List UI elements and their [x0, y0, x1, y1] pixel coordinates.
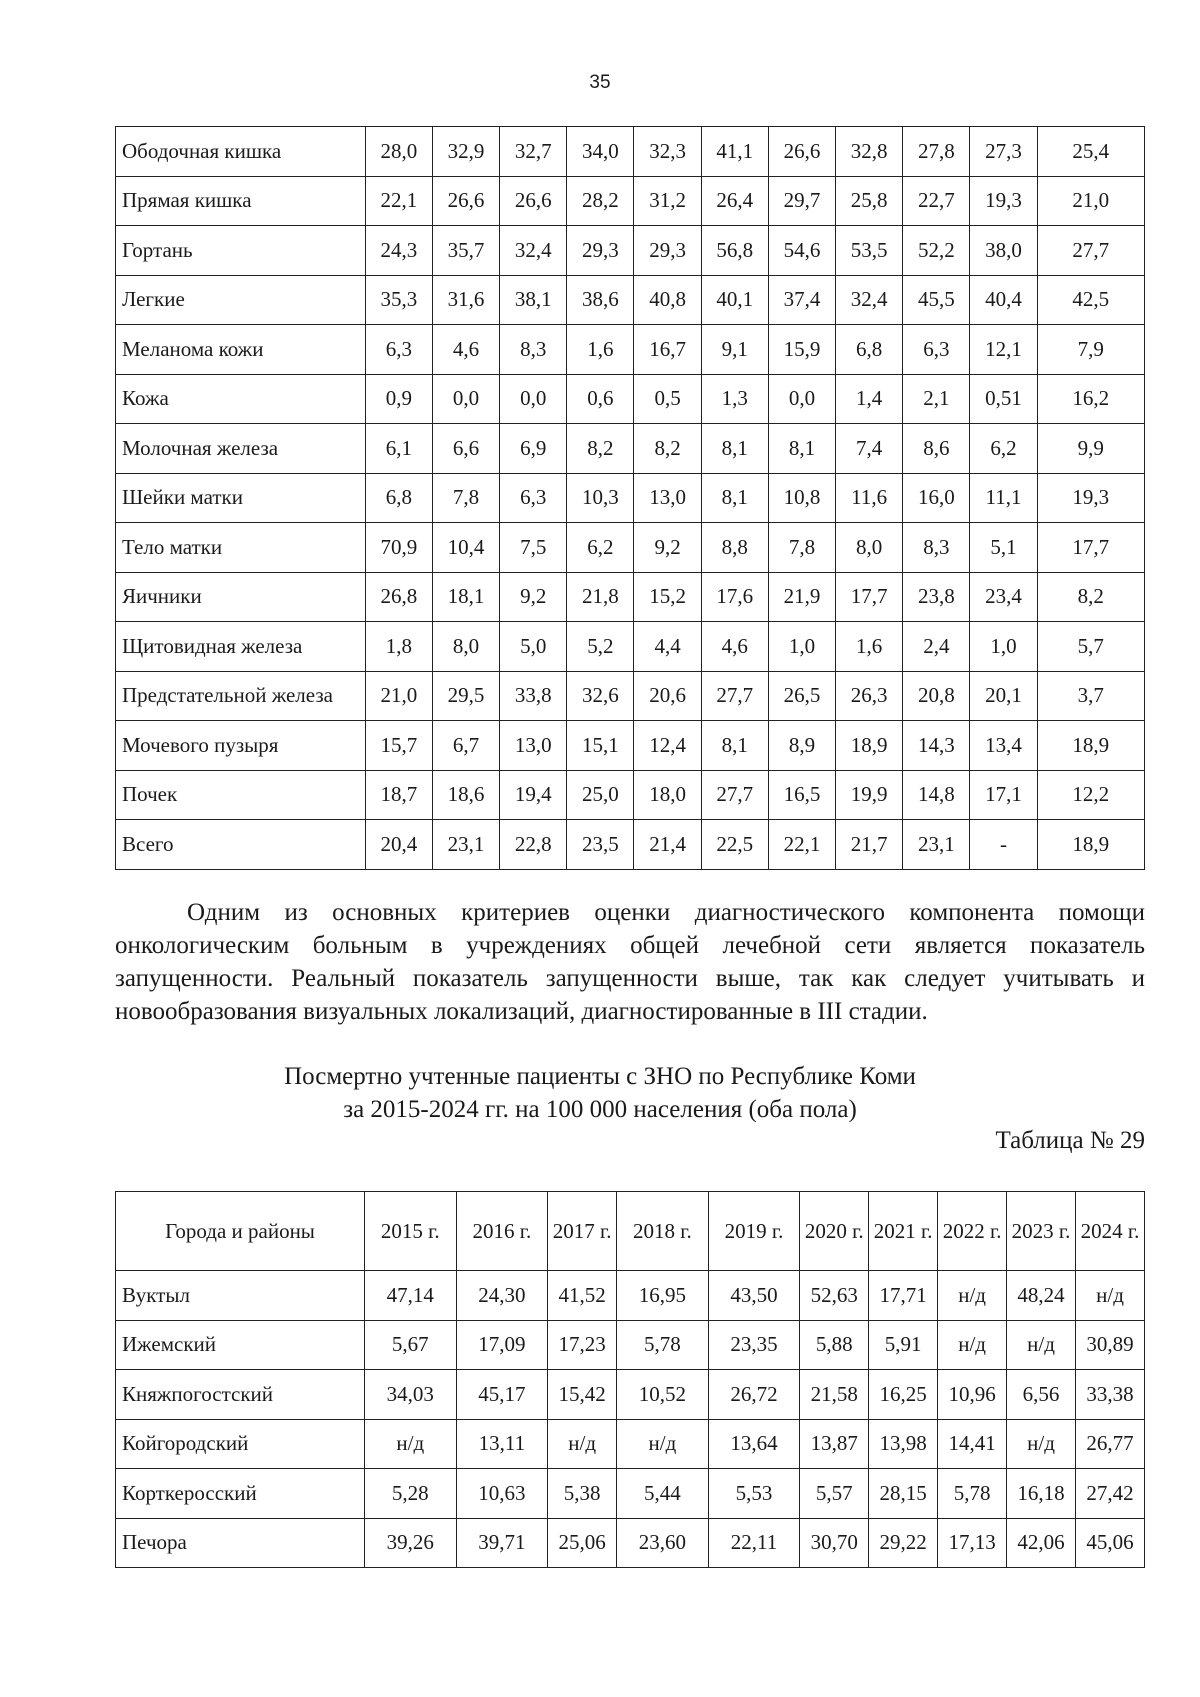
table-cell: 8,1	[701, 473, 768, 523]
column-header: 2023 г.	[1007, 1192, 1076, 1271]
row-label: Печора	[116, 1518, 365, 1568]
table-cell: 28,15	[869, 1469, 938, 1519]
table-cell: 16,2	[1037, 374, 1144, 424]
table-cell: 35,3	[365, 275, 432, 325]
column-header: 2015 г.	[365, 1192, 457, 1271]
table-cell: 38,0	[970, 226, 1037, 276]
table-cell: 23,4	[970, 572, 1037, 622]
table-cell: 16,0	[903, 473, 970, 523]
table-cell: 8,3	[903, 523, 970, 573]
table-cell: 14,3	[903, 721, 970, 771]
table-cell: 7,8	[432, 473, 499, 523]
table-cell: 48,24	[1007, 1271, 1076, 1321]
table-cell: 5,2	[567, 622, 634, 672]
row-label: Молочная железа	[116, 424, 366, 474]
table-cell: 27,8	[903, 127, 970, 177]
table-cell: 16,25	[869, 1370, 938, 1420]
table-cell: 6,8	[836, 325, 903, 375]
table-cell: 8,6	[903, 424, 970, 474]
table-cell: 0,0	[432, 374, 499, 424]
table-cell: 5,88	[800, 1320, 869, 1370]
table-cell: 6,3	[365, 325, 432, 375]
table-cell: 6,9	[500, 424, 567, 474]
table-cell: н/д	[617, 1419, 709, 1469]
table-cell: 25,0	[567, 770, 634, 820]
row-label: Предстательной железа	[116, 671, 366, 721]
table-cell: 21,4	[634, 820, 701, 870]
table-cell: 20,4	[365, 820, 432, 870]
table-cell: 17,13	[938, 1518, 1007, 1568]
table-cell: 18,9	[1037, 820, 1144, 870]
table-cell: 15,42	[548, 1370, 617, 1420]
table-cell: 17,09	[456, 1320, 548, 1370]
table-cell: 6,2	[970, 424, 1037, 474]
table-cell: 13,64	[708, 1419, 800, 1469]
row-label: Вуктыл	[116, 1271, 365, 1321]
table-cell: 9,2	[634, 523, 701, 573]
table-cell: 10,52	[617, 1370, 709, 1420]
table-cell: 27,42	[1076, 1469, 1145, 1519]
table-cell: 16,18	[1007, 1469, 1076, 1519]
table-cell: 42,06	[1007, 1518, 1076, 1568]
table-cell: 32,4	[836, 275, 903, 325]
row-label: Легкие	[116, 275, 366, 325]
table-row	[116, 1271, 1145, 1321]
table-cell: 26,5	[768, 671, 835, 721]
table-cell: 40,4	[970, 275, 1037, 325]
table-cell: 5,78	[938, 1469, 1007, 1519]
table-cell: 26,3	[836, 671, 903, 721]
row-label: Корткеросский	[116, 1469, 365, 1519]
table-cell: 5,1	[970, 523, 1037, 573]
table-cell: 21,9	[768, 572, 835, 622]
table-cell: 21,58	[800, 1370, 869, 1420]
table-title-line-1: Посмертно учтенные пациенты с ЗНО по Республике Коми	[284, 1063, 916, 1090]
table-cell: 18,0	[634, 770, 701, 820]
table-cell: 26,72	[708, 1370, 800, 1420]
table-cell: 23,5	[567, 820, 634, 870]
table-cell: 13,0	[634, 473, 701, 523]
table-cell: 8,1	[768, 424, 835, 474]
table-cell: 1,0	[970, 622, 1037, 672]
table-cell: 23,1	[432, 820, 499, 870]
table-cell: 17,7	[1037, 523, 1144, 573]
table-cell: 6,8	[365, 473, 432, 523]
table-cell: 8,2	[634, 424, 701, 474]
table-cell: 6,3	[500, 473, 567, 523]
table-cell: 5,38	[548, 1469, 617, 1519]
table-cell: 26,6	[432, 176, 499, 226]
table-cell: -	[970, 820, 1037, 870]
table-cell: 34,03	[365, 1370, 457, 1420]
table-cell: 8,3	[500, 325, 567, 375]
table-cell: 12,2	[1037, 770, 1144, 820]
table-row	[116, 671, 1145, 721]
row-label: Ободочная кишка	[116, 127, 366, 177]
table-cell: 2,1	[903, 374, 970, 424]
table-cell: 22,1	[768, 820, 835, 870]
table-cell: 17,71	[869, 1271, 938, 1321]
table-cell: 21,0	[365, 671, 432, 721]
table-row	[116, 325, 1145, 375]
table-cell: н/д	[548, 1419, 617, 1469]
posthumous-table-body	[116, 1271, 1145, 1568]
column-header: 2017 г.	[548, 1192, 617, 1271]
table-cell: 47,14	[365, 1271, 457, 1321]
table-cell: 22,5	[701, 820, 768, 870]
table-row	[116, 622, 1145, 672]
table-cell: 40,8	[634, 275, 701, 325]
table-cell: 13,0	[500, 721, 567, 771]
body-paragraph: Одним из основных критериев оценки диагностического компонента помощи онкологическим больным в учреждениях общей лечебной сети является показатель запущенности. Реальный показатель запущенности выше, так как следует учитывать и новообразования визуальных локализаций, диагностированные в III стадии.	[115, 899, 1145, 1025]
table-cell: 26,4	[701, 176, 768, 226]
table-cell: 11,1	[970, 473, 1037, 523]
table-cell: 8,9	[768, 721, 835, 771]
table-cell: 32,7	[500, 127, 567, 177]
table-row	[116, 424, 1145, 474]
table-cell: 22,8	[500, 820, 567, 870]
row-label: Койгородский	[116, 1419, 365, 1469]
table-cell: 18,1	[432, 572, 499, 622]
table-cell: 3,7	[1037, 671, 1144, 721]
table-cell: 8,2	[1037, 572, 1144, 622]
table-cell: 0,51	[970, 374, 1037, 424]
table-cell: 31,2	[634, 176, 701, 226]
table-cell: 9,2	[500, 572, 567, 622]
table-cell: 1,8	[365, 622, 432, 672]
table-cell: н/д	[938, 1271, 1007, 1321]
table-title-line-2: за 2015-2024 гг. на 100 000 населения (оба пола)	[343, 1096, 857, 1123]
table-cell: 18,9	[1037, 721, 1144, 771]
table-cell: н/д	[1076, 1271, 1145, 1321]
table-number: Таблица № 29	[995, 1127, 1145, 1154]
table-cell: 12,4	[634, 721, 701, 771]
table-row	[116, 820, 1145, 870]
table-cell: 1,0	[768, 622, 835, 672]
table-cell: 43,50	[708, 1271, 800, 1321]
incidence-table-body	[116, 127, 1145, 870]
table-cell: 8,0	[432, 622, 499, 672]
row-label: Гортань	[116, 226, 366, 276]
table-cell: 28,0	[365, 127, 432, 177]
table-cell: 33,38	[1076, 1370, 1145, 1420]
table-cell: 18,7	[365, 770, 432, 820]
column-header: Города и районы	[116, 1192, 365, 1271]
table-cell: 2,4	[903, 622, 970, 672]
table-cell: 22,11	[708, 1518, 800, 1568]
table-cell: 1,6	[567, 325, 634, 375]
table-cell: 12,1	[970, 325, 1037, 375]
table-cell: 38,1	[500, 275, 567, 325]
table-cell: 32,9	[432, 127, 499, 177]
table-row	[116, 721, 1145, 771]
table-cell: 29,5	[432, 671, 499, 721]
table-row	[116, 473, 1145, 523]
table-cell: 30,89	[1076, 1320, 1145, 1370]
table-cell: 8,1	[701, 424, 768, 474]
table-row	[116, 572, 1145, 622]
table-cell: 19,3	[1037, 473, 1144, 523]
table-cell: 25,06	[548, 1518, 617, 1568]
table-cell: 7,4	[836, 424, 903, 474]
page-number: 35	[589, 72, 611, 93]
table-cell: 29,22	[869, 1518, 938, 1568]
table-cell: 14,41	[938, 1419, 1007, 1469]
table-cell: 15,9	[768, 325, 835, 375]
table-cell: 0,0	[500, 374, 567, 424]
table-cell: 27,3	[970, 127, 1037, 177]
table-cell: 41,1	[701, 127, 768, 177]
table-cell: 18,6	[432, 770, 499, 820]
table-cell: 20,1	[970, 671, 1037, 721]
table-cell: 18,9	[836, 721, 903, 771]
table-cell: 6,2	[567, 523, 634, 573]
row-label: Тело матки	[116, 523, 366, 573]
table-cell: 37,4	[768, 275, 835, 325]
table-cell: 39,71	[456, 1518, 548, 1568]
table-cell: 11,6	[836, 473, 903, 523]
table-cell: 32,3	[634, 127, 701, 177]
table-cell: 0,9	[365, 374, 432, 424]
table-cell: 13,98	[869, 1419, 938, 1469]
table-cell: 26,6	[500, 176, 567, 226]
table-cell: 33,8	[500, 671, 567, 721]
table-cell: 5,44	[617, 1469, 709, 1519]
table-cell: 23,1	[903, 820, 970, 870]
table-cell: 52,63	[800, 1271, 869, 1321]
row-label: Шейки матки	[116, 473, 366, 523]
table-cell: 32,4	[500, 226, 567, 276]
table-cell: 9,9	[1037, 424, 1144, 474]
table-cell: 41,52	[548, 1271, 617, 1321]
table-cell: 0,6	[567, 374, 634, 424]
table-cell: 17,1	[970, 770, 1037, 820]
table-cell: 54,6	[768, 226, 835, 276]
table-cell: 39,26	[365, 1518, 457, 1568]
table-cell: 6,6	[432, 424, 499, 474]
table-cell: 5,91	[869, 1320, 938, 1370]
table-cell: 6,1	[365, 424, 432, 474]
table-cell: 1,4	[836, 374, 903, 424]
table-cell: 21,7	[836, 820, 903, 870]
table-cell: 5,57	[800, 1469, 869, 1519]
table-cell: 10,63	[456, 1469, 548, 1519]
incidence-table	[115, 126, 1145, 870]
table-row	[116, 1419, 1145, 1469]
row-label: Кожа	[116, 374, 366, 424]
column-header: 2024 г.	[1076, 1192, 1145, 1271]
table-cell: 38,6	[567, 275, 634, 325]
table-cell: 5,0	[500, 622, 567, 672]
row-label: Почек	[116, 770, 366, 820]
table-cell: 23,60	[617, 1518, 709, 1568]
table-cell: 5,53	[708, 1469, 800, 1519]
table-cell: 14,8	[903, 770, 970, 820]
column-header: 2019 г.	[708, 1192, 800, 1271]
table-cell: 0,5	[634, 374, 701, 424]
table-cell: 8,0	[836, 523, 903, 573]
table-cell: 13,87	[800, 1419, 869, 1469]
table-cell: 1,6	[836, 622, 903, 672]
table-cell: 4,6	[701, 622, 768, 672]
table-row	[116, 226, 1145, 276]
row-label: Княжпогостский	[116, 1370, 365, 1420]
table-cell: 1,3	[701, 374, 768, 424]
table-cell: 8,2	[567, 424, 634, 474]
table-cell: 45,06	[1076, 1518, 1145, 1568]
table-cell: 52,2	[903, 226, 970, 276]
table-cell: 27,7	[701, 770, 768, 820]
table-cell: 24,30	[456, 1271, 548, 1321]
table-cell: 29,7	[768, 176, 835, 226]
table-cell: 22,7	[903, 176, 970, 226]
table-cell: 29,3	[634, 226, 701, 276]
column-header: 2021 г.	[869, 1192, 938, 1271]
row-label: Меланома кожи	[116, 325, 366, 375]
table-cell: 5,67	[365, 1320, 457, 1370]
table-cell: 0,0	[768, 374, 835, 424]
table-cell: 27,7	[1037, 226, 1144, 276]
table-header	[116, 1192, 1145, 1271]
header-row	[116, 1192, 1145, 1271]
posthumous-patients-table	[115, 1191, 1145, 1568]
table-row	[116, 770, 1145, 820]
table-cell: 6,7	[432, 721, 499, 771]
table-cell: 7,5	[500, 523, 567, 573]
table-cell: 32,8	[836, 127, 903, 177]
table-row	[116, 1370, 1145, 1420]
table-cell: 4,6	[432, 325, 499, 375]
table-cell: 7,9	[1037, 325, 1144, 375]
table-row	[116, 1320, 1145, 1370]
table-cell: 35,7	[432, 226, 499, 276]
table-cell: 10,96	[938, 1370, 1007, 1420]
table-cell: 19,9	[836, 770, 903, 820]
table-cell: 20,8	[903, 671, 970, 721]
table-cell: 19,3	[970, 176, 1037, 226]
table-cell: 13,11	[456, 1419, 548, 1469]
table-cell: 26,8	[365, 572, 432, 622]
table-cell: 56,8	[701, 226, 768, 276]
table-cell: 13,4	[970, 721, 1037, 771]
table-cell: 6,56	[1007, 1370, 1076, 1420]
table-cell: 21,8	[567, 572, 634, 622]
table-cell: 5,7	[1037, 622, 1144, 672]
table-cell: 31,6	[432, 275, 499, 325]
table-cell: 53,5	[836, 226, 903, 276]
table-cell: 28,2	[567, 176, 634, 226]
table-cell: 8,1	[701, 721, 768, 771]
table-row	[116, 127, 1145, 177]
table-cell: 29,3	[567, 226, 634, 276]
table-cell: 23,8	[903, 572, 970, 622]
column-header: 2022 г.	[938, 1192, 1007, 1271]
table-row	[116, 374, 1145, 424]
table-cell: 26,6	[768, 127, 835, 177]
table-cell: 26,77	[1076, 1419, 1145, 1469]
table-cell: 10,4	[432, 523, 499, 573]
table-cell: 17,23	[548, 1320, 617, 1370]
table-cell: 9,1	[701, 325, 768, 375]
table-cell: 17,7	[836, 572, 903, 622]
row-label: Ижемский	[116, 1320, 365, 1370]
table-cell: 10,8	[768, 473, 835, 523]
table-row	[116, 1518, 1145, 1568]
table-cell: 4,4	[634, 622, 701, 672]
table-cell: н/д	[1007, 1320, 1076, 1370]
table-cell: 23,35	[708, 1320, 800, 1370]
column-header: 2018 г.	[617, 1192, 709, 1271]
table-cell: 25,4	[1037, 127, 1144, 177]
table-cell: 45,17	[456, 1370, 548, 1420]
table-cell: 15,7	[365, 721, 432, 771]
table-cell: 16,7	[634, 325, 701, 375]
row-label: Прямая кишка	[116, 176, 366, 226]
row-label: Яичники	[116, 572, 366, 622]
table-row	[116, 275, 1145, 325]
table-cell: 24,3	[365, 226, 432, 276]
table-cell: 10,3	[567, 473, 634, 523]
table-cell: 30,70	[800, 1518, 869, 1568]
table-cell: 7,8	[768, 523, 835, 573]
row-label: Щитовидная железа	[116, 622, 366, 672]
table-row	[116, 176, 1145, 226]
table-cell: 34,0	[567, 127, 634, 177]
table-cell: 32,6	[567, 671, 634, 721]
table-cell: 6,3	[903, 325, 970, 375]
table-cell: 40,1	[701, 275, 768, 325]
column-header: 2016 г.	[456, 1192, 548, 1271]
table-cell: н/д	[365, 1419, 457, 1469]
table-cell: 21,0	[1037, 176, 1144, 226]
table-cell: 70,9	[365, 523, 432, 573]
row-label: Мочевого пузыря	[116, 721, 366, 771]
table-cell: 27,7	[701, 671, 768, 721]
column-header: 2020 г.	[800, 1192, 869, 1271]
table-row	[116, 523, 1145, 573]
table-cell: 5,78	[617, 1320, 709, 1370]
table-cell: 22,1	[365, 176, 432, 226]
table-row	[116, 1469, 1145, 1519]
table-cell: 20,6	[634, 671, 701, 721]
table-cell: н/д	[1007, 1419, 1076, 1469]
table-cell: 15,2	[634, 572, 701, 622]
table-cell: 8,8	[701, 523, 768, 573]
table-cell: 15,1	[567, 721, 634, 771]
table-cell: 19,4	[500, 770, 567, 820]
table-cell: 17,6	[701, 572, 768, 622]
table-cell: н/д	[938, 1320, 1007, 1370]
table-cell: 25,8	[836, 176, 903, 226]
table-cell: 45,5	[903, 275, 970, 325]
table-cell: 5,28	[365, 1469, 457, 1519]
table-cell: 42,5	[1037, 275, 1144, 325]
row-label: Всего	[116, 820, 366, 870]
table-cell: 16,95	[617, 1271, 709, 1321]
table-cell: 16,5	[768, 770, 835, 820]
